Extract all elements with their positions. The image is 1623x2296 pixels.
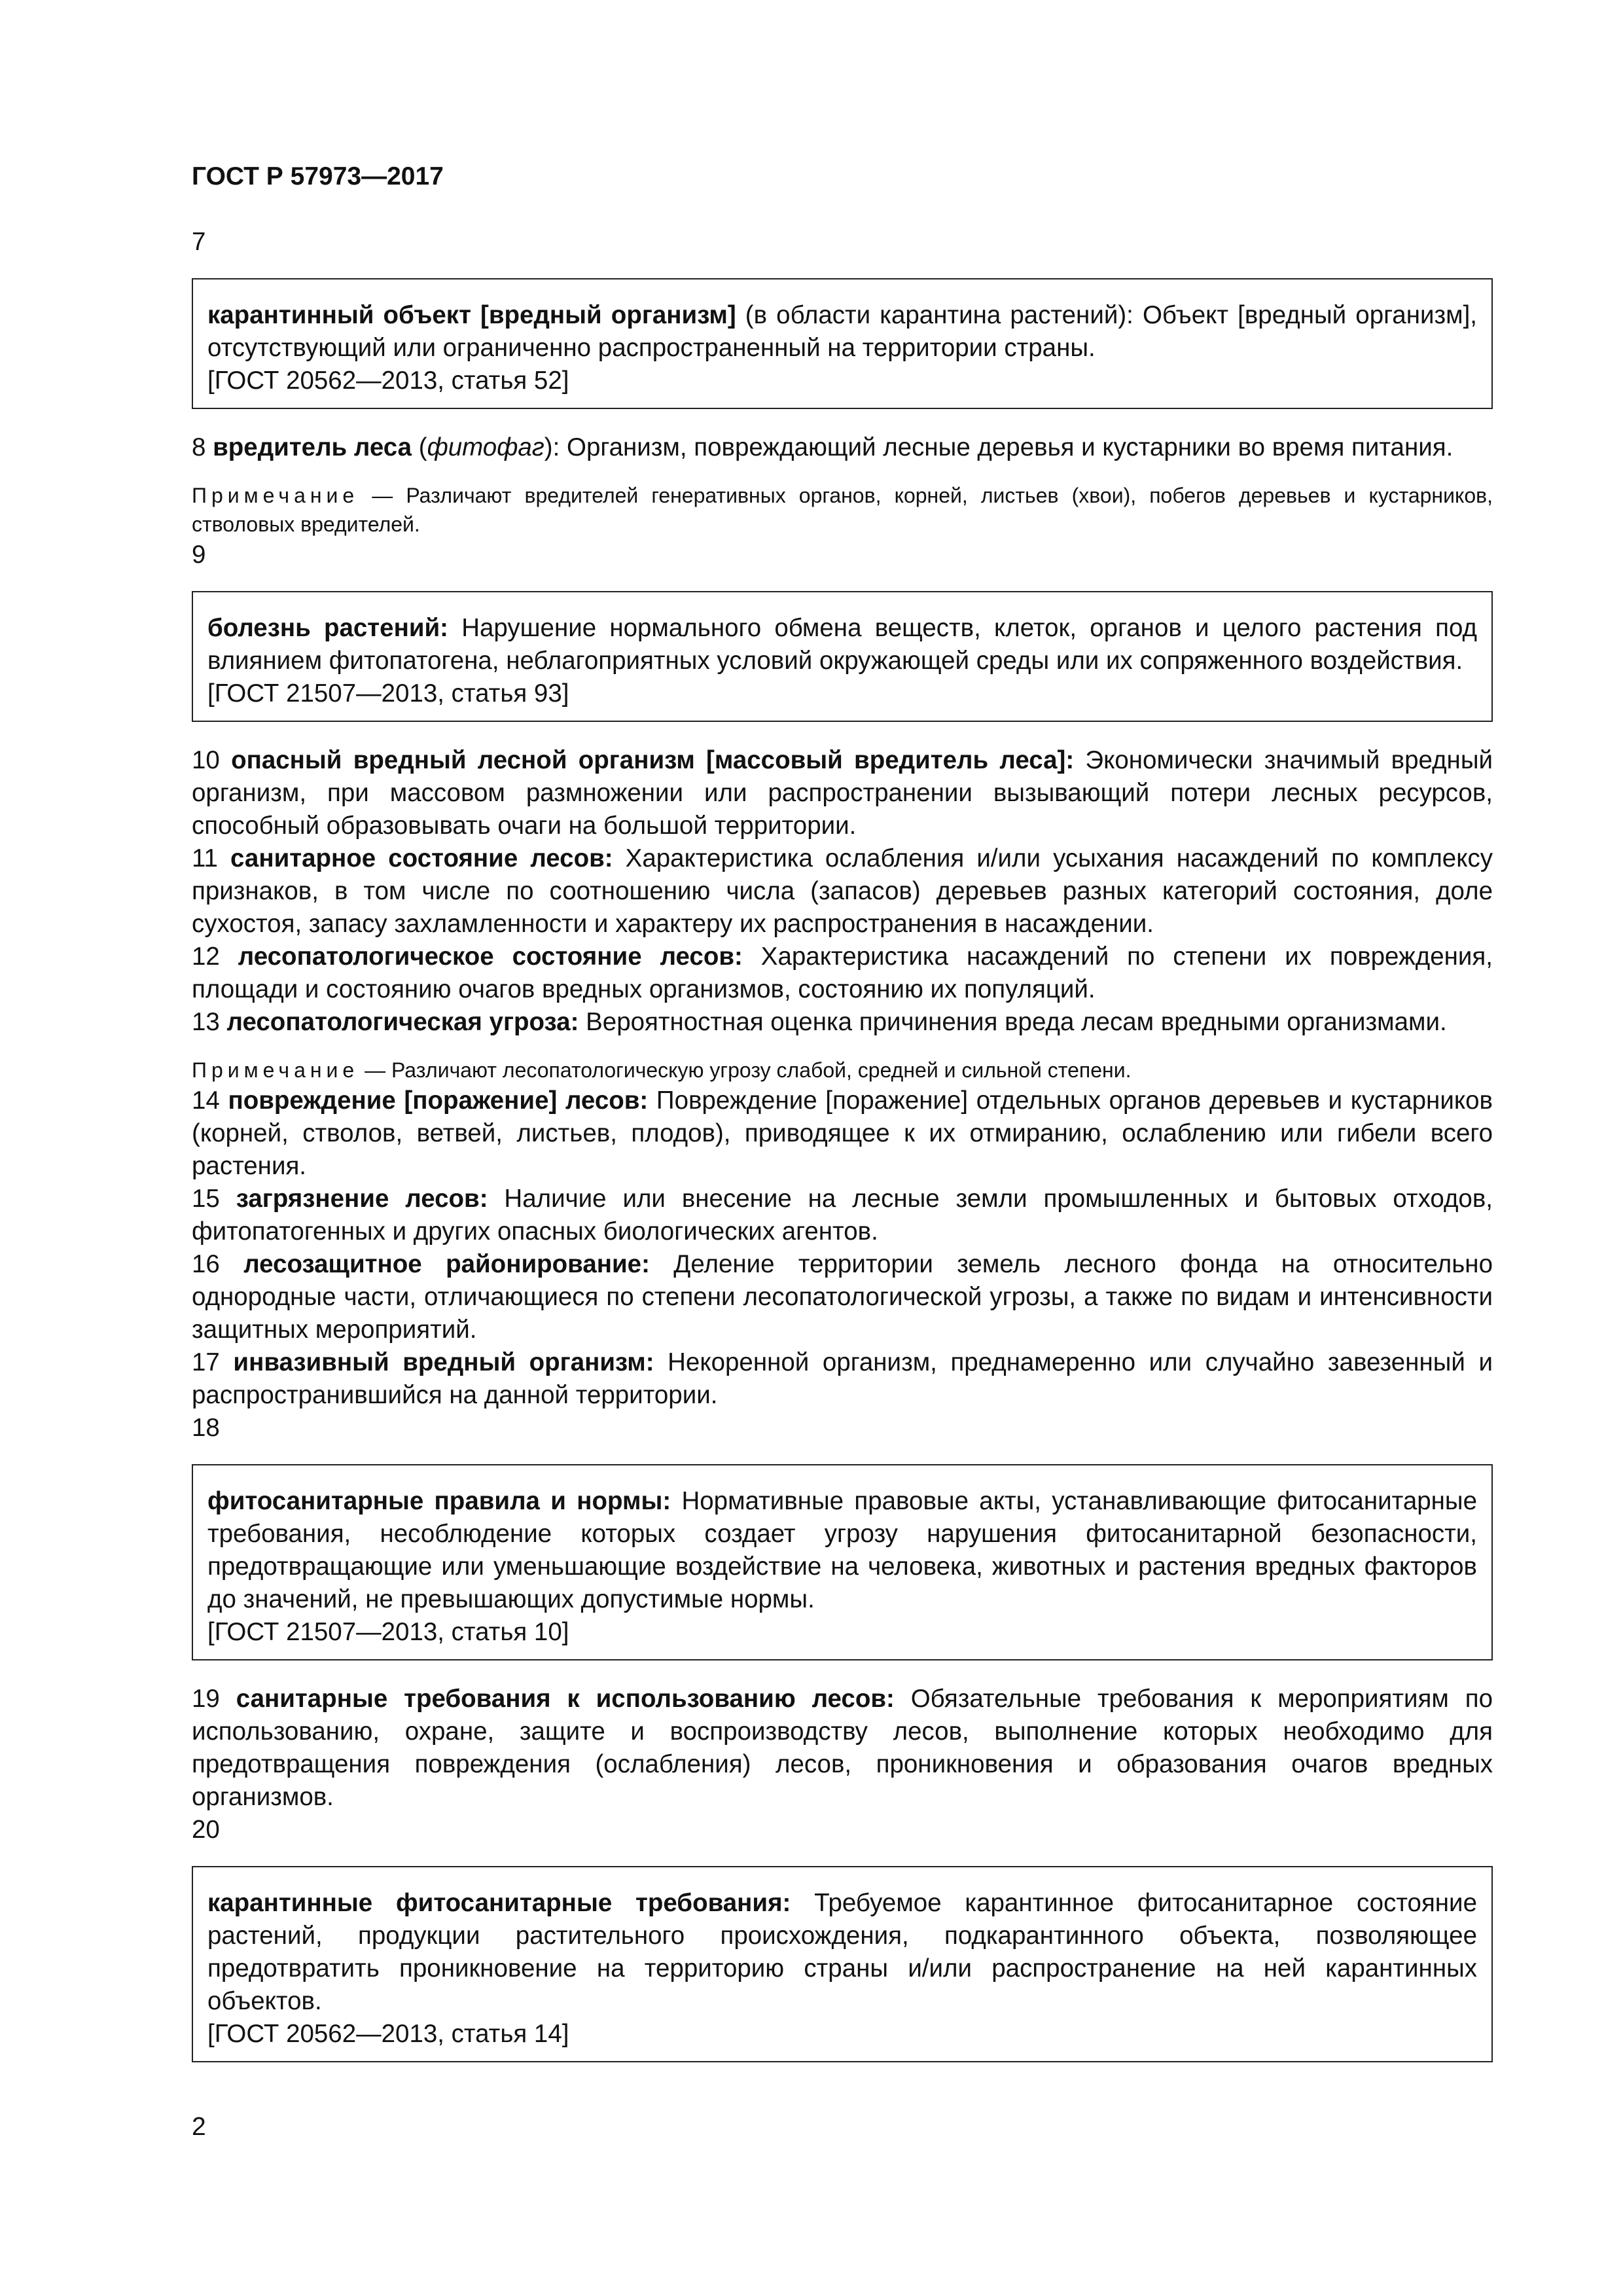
note-13 xyxy=(192,1056,1493,1085)
term-11: санитарное состояние лесов: xyxy=(230,844,613,872)
definition-15: Наличие или внесение на лесные земли промышленных и бытовых отходов, фитопатогенных и других опасных биологических агентов. xyxy=(192,1185,1493,1246)
entry-number-17: 17 xyxy=(192,1348,234,1376)
entry-14 xyxy=(192,1085,1493,1183)
paren-close-8: ): xyxy=(544,433,567,461)
entry-number-19: 19 xyxy=(192,1685,236,1713)
term-19: санитарные требования к использованию лесов: xyxy=(236,1685,895,1713)
entry-number-18: 18 xyxy=(192,1414,220,1442)
entry-7 xyxy=(207,299,1477,365)
term-8: вредитель леса xyxy=(213,433,412,461)
definition-10: Экономически значимый вредный организм, при массовом размножении или распространении вызывающий потери лесных ресурсов, способный образовывать очаги на большой территории. xyxy=(192,746,1493,840)
document-body xyxy=(192,226,1493,2085)
entry-number-20: 20 xyxy=(192,1816,220,1844)
entry-16 xyxy=(192,1248,1493,1346)
term-13: лесопатологическая угроза: xyxy=(226,1008,579,1036)
note-label-8: Примечание xyxy=(192,484,359,507)
source-9: [ГОСТ 21507—2013, статья 93] xyxy=(207,679,569,708)
definition-11: Характеристика ослабления и/или усыхания насаждений по комплексу признаков, в том числе по соотношению числа (запасов) деревьев разных категорий состояния, доле сухостоя, запасу захламленности и характеру их распространения в насаждении. xyxy=(192,844,1493,938)
source-20: [ГОСТ 20562—2013, статья 14] xyxy=(207,2020,569,2048)
entry-number-14: 14 xyxy=(192,1086,228,1115)
entry-number-8: 8 xyxy=(192,433,213,461)
note-text-8: — Различают вредителей генеративных органов, корней, листьев (хвои), побегов деревьев и кустарников, стволовых вредителей. xyxy=(192,484,1493,536)
term-15: загрязнение лесов: xyxy=(236,1185,488,1213)
entry-box-7 xyxy=(192,278,1493,409)
note-label-13: Примечание xyxy=(192,1058,359,1082)
entry-number-15: 15 xyxy=(192,1185,236,1213)
entry-number-16: 16 xyxy=(192,1250,244,1278)
definition-18: Нормативные правовые акты, устанавливающие фитосанитарные требования, несоблюдение которых создает угрозу нарушения фитосанитарной безопасности, предотвращающие или уменьшающие воздействие на человека, животных и растения вредных факторов до значений, не превышающих допустимые нормы. xyxy=(207,1487,1477,1613)
definition-13: Вероятностная оценка причинения вреда лесам вредными организмами. xyxy=(579,1008,1447,1036)
entry-number-12: 12 xyxy=(192,942,238,971)
source-18: [ГОСТ 21507—2013, статья 10] xyxy=(207,1618,569,1646)
term-9: болезнь растений: xyxy=(207,614,448,642)
definition-12: Характеристика насаждений по степени их повреждения, площади и состоянию очагов вредных организмов, состоянию их популяций. xyxy=(192,942,1493,1003)
entry-number-7: 7 xyxy=(192,228,206,256)
term-10: опасный вредный лесной организм [массовый вредитель леса]: xyxy=(231,746,1075,774)
alt-term-8: фитофаг xyxy=(427,433,544,461)
entry-11 xyxy=(192,842,1493,941)
definition-7: Объект [вредный организм], отсутствующий или ограниченно распространенный на территории страны. xyxy=(207,301,1478,362)
paren-open-8: ( xyxy=(412,433,427,461)
definition-19: Обязательные требования к мероприятиям по использованию, охране, защите и воспроизводству лесов, выполнение которых необходимо для предотвращения повреждения (ослабления) лесов, проникновения и образования очагов вредных организмов. xyxy=(192,1685,1493,1811)
term-20: карантинные фитосанитарные требования: xyxy=(207,1889,791,1917)
entry-box-20 xyxy=(192,1866,1493,2062)
note-8 xyxy=(192,481,1493,539)
entry-8 xyxy=(192,431,1493,464)
entry-15 xyxy=(192,1183,1493,1248)
term-12: лесопатологическое состояние лесов: xyxy=(238,942,743,971)
definition-20: Требуемое карантинное фитосанитарное состояние растений, продукции растительного происхождения, подкарантинного объекта, позволяющее предотвратить проникновение на территорию страны и/или распространение на ней карантинных объектов. xyxy=(207,1889,1477,2015)
entry-box-18 xyxy=(192,1464,1493,1660)
entry-number-10: 10 xyxy=(192,746,232,774)
term-7: карантинный объект [вредный организм] xyxy=(207,301,736,329)
definition-9: Нарушение нормального обмена веществ, клеток, органов и целого растения под влиянием фитопатогена, неблагоприятных условий окружающей среды или их сопряженного воздействия. xyxy=(207,614,1477,675)
entry-number-13: 13 xyxy=(192,1008,227,1036)
entry-number-9: 9 xyxy=(192,541,206,569)
entry-18 xyxy=(207,1485,1477,1616)
entry-17 xyxy=(192,1346,1493,1412)
entry-9 xyxy=(207,612,1477,677)
entry-12 xyxy=(192,941,1493,1006)
definition-16: Деление территории земель лесного фонда на относительно однородные части, отличающиеся по степени лесопатологической угрозы, а также по видам и интенсивности защитных мероприятий. xyxy=(192,1250,1493,1344)
document-header: ГОСТ Р 57973—2017 xyxy=(192,162,444,190)
term-16: лесозащитное районирование: xyxy=(243,1250,650,1278)
page-number: 2 xyxy=(192,2113,206,2141)
entry-20 xyxy=(207,1887,1477,2018)
term-18: фитосанитарные правила и нормы: xyxy=(207,1487,671,1515)
term-14: повреждение [поражение] лесов: xyxy=(228,1086,649,1115)
entry-13 xyxy=(192,1006,1493,1039)
entry-10 xyxy=(192,744,1493,842)
note-text-13: — Различают лесопатологическую угрозу слабой, средней и сильной степени. xyxy=(359,1058,1132,1082)
entry-19 xyxy=(192,1683,1493,1814)
definition-8: Организм, повреждающий лесные деревья и кустарники во время питания. xyxy=(567,433,1454,461)
source-7: [ГОСТ 20562—2013, статья 52] xyxy=(207,367,569,395)
term-17: инвазивный вредный организм: xyxy=(233,1348,654,1376)
definition-17: Некоренной организм, преднамеренно или случайно завезенный и распространившийся на данной территории. xyxy=(192,1348,1493,1409)
definition-14: Повреждение [поражение] отдельных органов деревьев и кустарников (корней, стволов, ветвей, листьев, плодов), приводящее к их отмиранию, ослаблению или гибели всего растения. xyxy=(192,1086,1493,1180)
entry-box-9 xyxy=(192,591,1493,722)
entry-number-11: 11 xyxy=(192,844,231,872)
qualifier-7: (в области карантина растений): xyxy=(736,301,1143,329)
